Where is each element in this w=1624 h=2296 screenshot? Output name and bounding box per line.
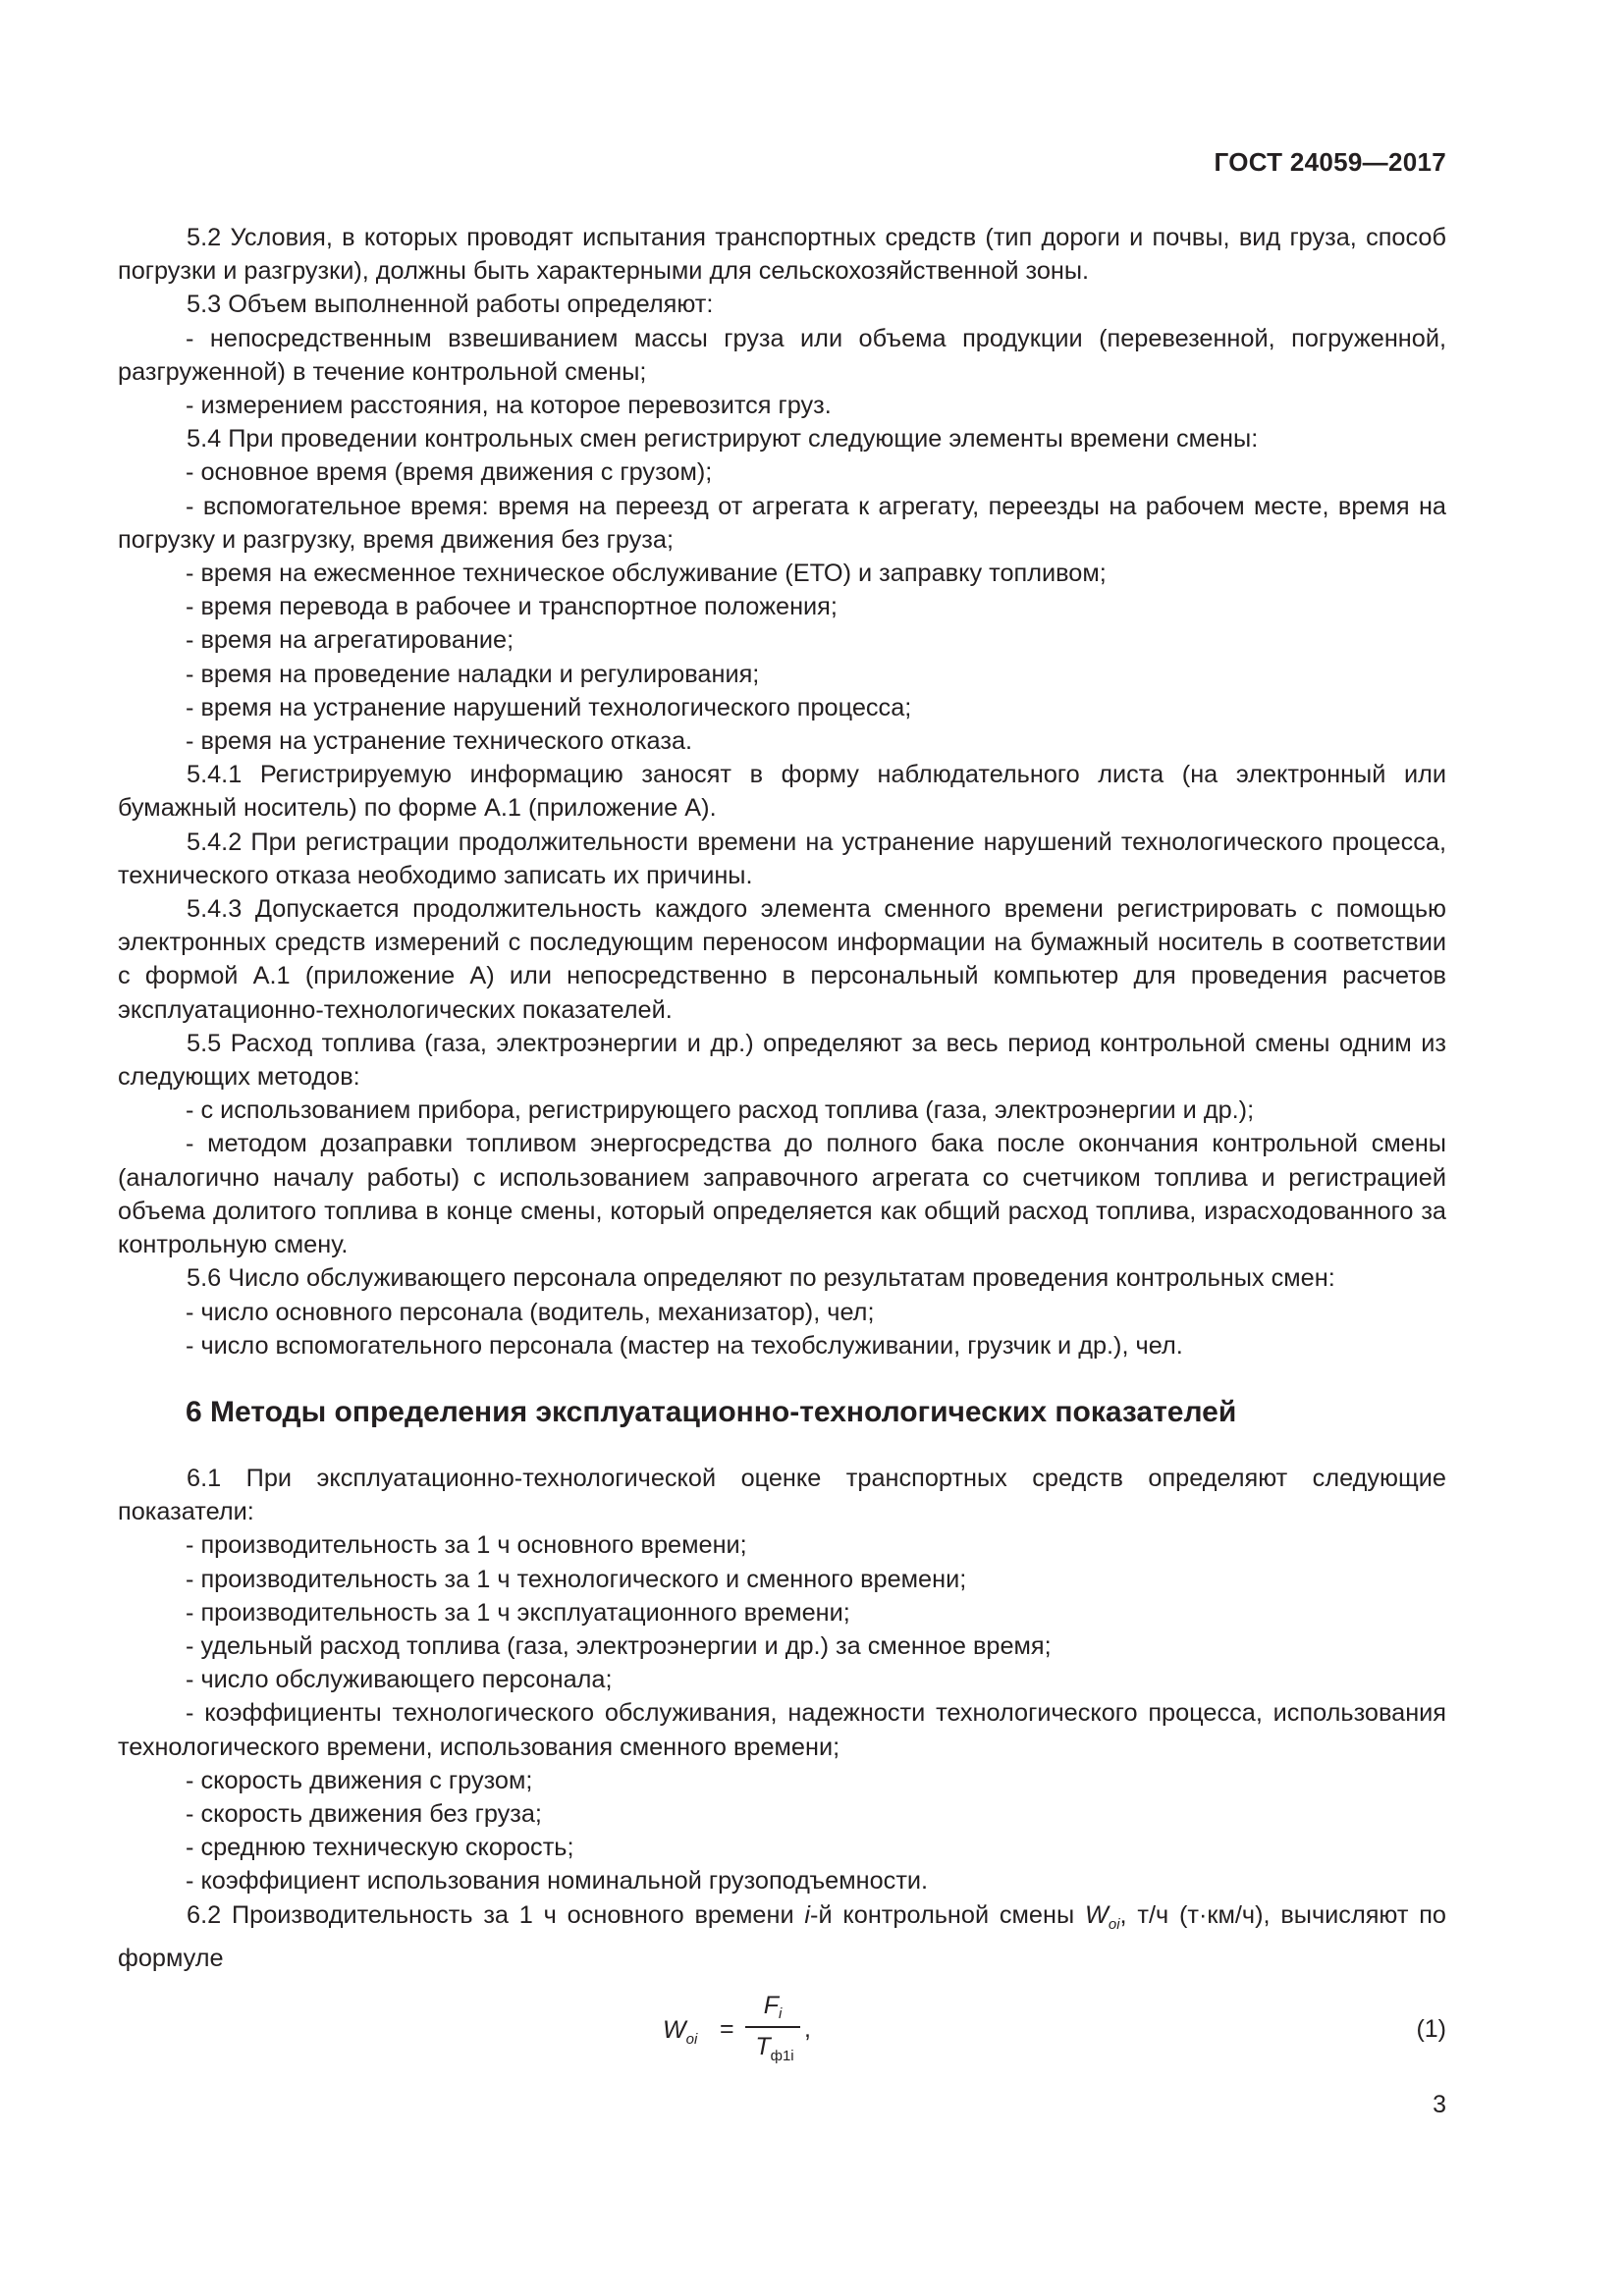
list-item: - методом дозаправки топливом энергосредства до полного бака после окончания контрольной смены (аналогично началу работы) с использованием заправочного агрегата со счетчиком топлива и регистрацией объема долитого топлива в конце смены, который определяется как общий расход топлива, израсходованного за контрольную смену. [118, 1130, 1446, 1259]
italic-index: i [804, 1900, 811, 1929]
paragraph-5-4-3: 5.4.3 Допускается продолжительность каждого элемента сменного времени регистрировать с помощью электронных средств измерений с последующим переносом информации на бумажный носитель в соответствии с формой А.1 (приложение А) или непосредственно в персональный компьютер для проведения расчетов эксплуатационно-технологических показателей. [118, 895, 1446, 1024]
paragraph-6-2-text: 6.2 Производительность за 1 ч основного времени [187, 1900, 805, 1929]
paragraph-5-4: 5.4 При проведении контрольных смен регистрируют следующие элементы времени смены: [187, 425, 1259, 454]
formula-lhs-symbol: W [663, 2016, 686, 2044]
formula-denominator [745, 2030, 804, 2073]
formula-numerator [745, 1989, 800, 2031]
list-item: - измерением расстояния, на которое перевозится груз. [186, 392, 832, 420]
list-item: - коэффициенты технологического обслуживания, надежности технологического процесса, использования технологического времени, использования сменного времени; [118, 1699, 1446, 1761]
paragraph-5-4-2: 5.4.2 При регистрации продолжительности времени на устранение нарушений технологического процесса, технического отказа необходимо записать их причины. [118, 828, 1446, 889]
page-number: 3 [1433, 2091, 1446, 2118]
paragraph-5-3: 5.3 Объем выполненной работы определяют: [187, 291, 714, 319]
document-body [118, 221, 1446, 2071]
list-item: - время на агрегатирование; [186, 626, 514, 655]
list-item: - время на устранение нарушений технологического процесса; [186, 693, 912, 721]
formula-denominator-symbol: T [755, 2033, 771, 2060]
formula-numerator-symbol: F [763, 1992, 779, 2019]
list-item: - число основного персонала (водитель, механизатор), чел; [186, 1298, 875, 1326]
formula-lhs-subscript: oi [685, 2031, 698, 2048]
paragraph-6-1: 6.1 При эксплуатационно-технологической оценке транспортных средств определяют следующие показатели: [118, 1464, 1446, 1526]
productivity-subscript: oi [1108, 1915, 1120, 1933]
list-item: - время на проведение наладки и регулирования; [186, 660, 760, 688]
formula-number: (1) [1416, 2015, 1446, 2043]
formula-equals: = [720, 2015, 734, 2043]
paragraph-6-2 [118, 1898, 1446, 1975]
list-item: - время на устранение технического отказа. [186, 727, 693, 756]
formula-lhs [663, 2013, 697, 2056]
list-item: - число обслуживающего персонала; [186, 1666, 613, 1694]
productivity-symbol: W [1084, 1900, 1109, 1929]
formula-1 [663, 1987, 810, 2071]
formula-comma: , [804, 2015, 811, 2043]
section-heading: 6 Методы определения эксплуатационно-технологических показателей [186, 1395, 1237, 1428]
list-item: - коэффициент использования номинальной грузоподъемности. [186, 1867, 929, 1896]
formula-row [118, 1987, 1446, 2071]
list-item: - удельный расход топлива (газа, электроэнергии и др.) за сменное время; [186, 1631, 1052, 1660]
list-item: - среднюю техническую скорость; [186, 1834, 574, 1862]
paragraph-5-5: 5.5 Расход топлива (газа, электроэнергии и др.) определяют за весь период контрольной смены одним из следующих методов: [118, 1029, 1446, 1092]
list-item: - непосредственным взвешиванием массы груза или объема продукции (перевезенной, погруженной, разгруженной) в течение контрольной смены; [118, 324, 1446, 386]
paragraph-5-6: 5.6 Число обслуживающего персонала определяют по результатам проведения контрольных смен: [187, 1264, 1335, 1293]
list-item: - производительность за 1 ч основного времени; [186, 1531, 747, 1560]
list-item: - вспомогательное время: время на переезд от агрегата к агрегату, переезды на рабочем месте, время на погрузку и разгрузку, время движения без груза; [118, 492, 1446, 554]
paragraph-6-2-text: -й контрольной смены [810, 1900, 1085, 1929]
formula-denominator-subscript: ф1i [770, 2048, 794, 2064]
paragraph-6-2-text: , т/ч (т·км/ч), вычисляют по формуле [118, 1900, 1446, 1972]
list-item: - с использованием прибора, регистрирующего расход топлива (газа, электроэнергии и др.); [186, 1096, 1255, 1125]
paragraph-5-2: 5.2 Условия, в которых проводят испытания транспортных средств (тип дороги и почвы, вид груза, способ погрузки и разгрузки), должны быть характерными для сельскохозяйственной зоны. [118, 224, 1446, 286]
list-item: - время на ежесменное техническое обслуживание (ЕТО) и заправку топливом; [186, 560, 1107, 588]
list-item: - производительность за 1 ч технологического и сменного времени; [186, 1565, 967, 1593]
fraction-bar [745, 2026, 800, 2028]
formula-numerator-subscript: i [778, 2005, 783, 2022]
list-item: - число вспомогательного персонала (мастер на техобслуживании, грузчик и др.), чел. [186, 1331, 1183, 1360]
list-item: - производительность за 1 ч эксплуатационного времени; [186, 1598, 850, 1627]
list-item: - скорость движения без груза; [186, 1799, 542, 1828]
list-item: - основное время (время движения с грузом); [186, 458, 713, 487]
list-item: - скорость движения с грузом; [186, 1766, 533, 1794]
standard-code-header: ГОСТ 24059—2017 [1214, 147, 1446, 177]
list-item: - время перевода в рабочее и транспортное положения; [186, 593, 838, 621]
paragraph-5-4-1: 5.4.1 Регистрируемую информацию заносят в форму наблюдательного листа (на электронный или бумажный носитель) по форме А.1 (приложение А). [118, 761, 1446, 823]
